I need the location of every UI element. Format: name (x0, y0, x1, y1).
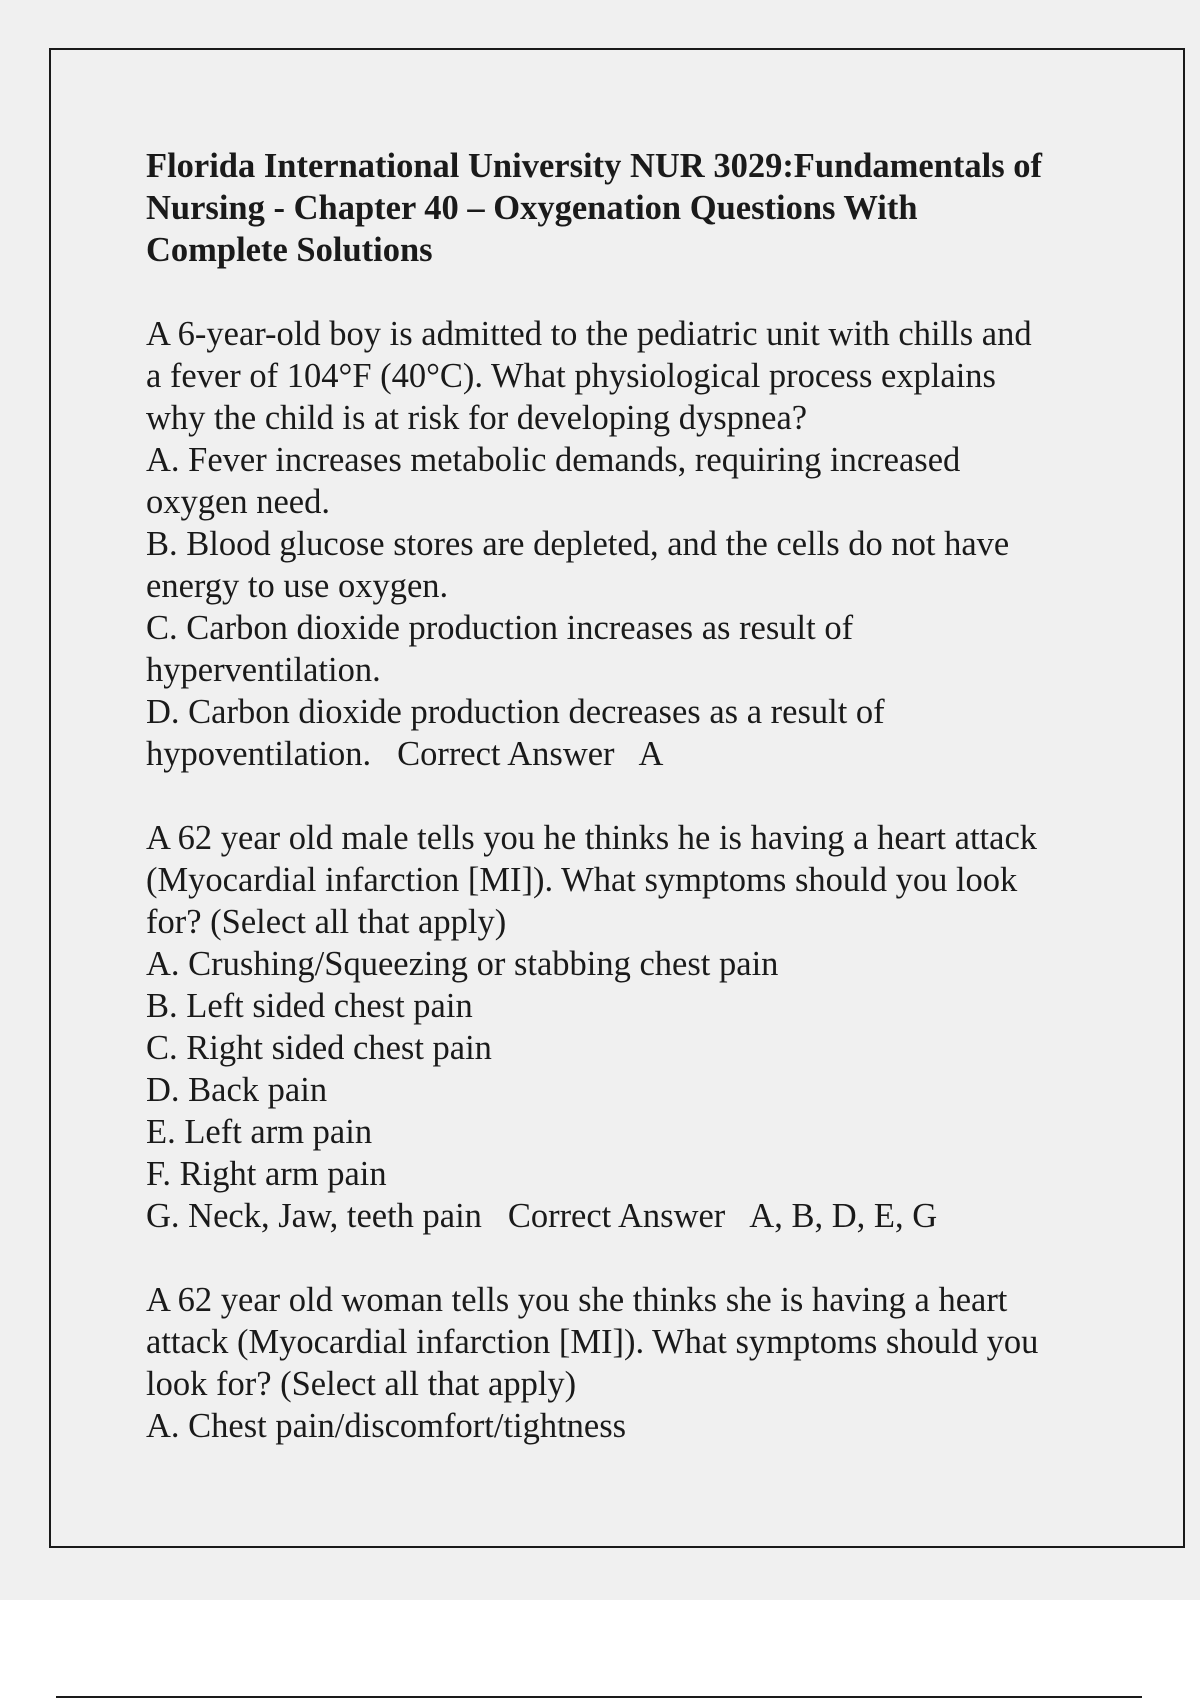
document-body (146, 145, 1106, 1489)
question-line: (Myocardial infarction [MI]). What symptoms should you look (146, 861, 1018, 899)
correct-answer-value: A (638, 735, 664, 773)
option-line: D. Carbon dioxide production decreases as a result of (146, 693, 885, 731)
correct-answer-label: Correct Answer (397, 735, 615, 773)
option-line: A. Crushing/Squeezing or stabbing chest pain (146, 945, 779, 983)
option-line: E. Left arm pain (146, 1113, 373, 1151)
question-line: A 62 year old male tells you he thinks he is having a heart attack (146, 819, 1038, 857)
title-line: Nursing - Chapter 40 – Oxygenation Questions With (146, 189, 918, 227)
question-1 (146, 313, 1106, 775)
answer-line (146, 1195, 1106, 1237)
option-line: energy to use oxygen. (146, 567, 449, 605)
question-line: for? (Select all that apply) (146, 903, 507, 941)
title-line: Florida International University NUR 3029:Fundamentals of (146, 147, 1043, 185)
question-line: A 62 year old woman tells you she thinks she is having a heart (146, 1281, 1008, 1319)
question-line: why the child is at risk for developing dyspnea? (146, 399, 808, 437)
correct-answer-label: Correct Answer (507, 1197, 726, 1235)
question-line: look for? (Select all that apply) (146, 1365, 577, 1403)
option-line: hyperventilation. (146, 651, 381, 689)
document-title (146, 145, 1106, 271)
option-line: A. Chest pain/discomfort/tightness (146, 1407, 627, 1445)
option-line: B. Blood glucose stores are depleted, and the cells do not have (146, 525, 1010, 563)
footer-divider (56, 1696, 1142, 1698)
option-line: F. Right arm pain (146, 1155, 387, 1193)
option-line: A. Fever increases metabolic demands, requiring increased (146, 441, 961, 479)
question-2 (146, 817, 1106, 1237)
option-line: C. Carbon dioxide production increases as result of (146, 609, 854, 647)
option-line: D. Back pain (146, 1071, 328, 1109)
title-line: Complete Solutions (146, 231, 433, 269)
question-line: A 6-year-old boy is admitted to the pediatric unit with chills and (146, 315, 1032, 353)
option-tail: hypoventilation. (146, 735, 372, 773)
option-line: B. Left sided chest pain (146, 987, 473, 1025)
question-line: a fever of 104°F (40°C). What physiological process explains (146, 357, 996, 395)
option-line: C. Right sided chest pain (146, 1029, 492, 1067)
correct-answer-value: A, B, D, E, G (749, 1197, 938, 1235)
option-tail: G. Neck, Jaw, teeth pain (146, 1197, 482, 1235)
option-line: oxygen need. (146, 483, 330, 521)
question-line: attack (Myocardial infarction [MI]). What symptoms should you (146, 1323, 1039, 1361)
answer-line (146, 733, 1106, 775)
question-3 (146, 1279, 1106, 1447)
